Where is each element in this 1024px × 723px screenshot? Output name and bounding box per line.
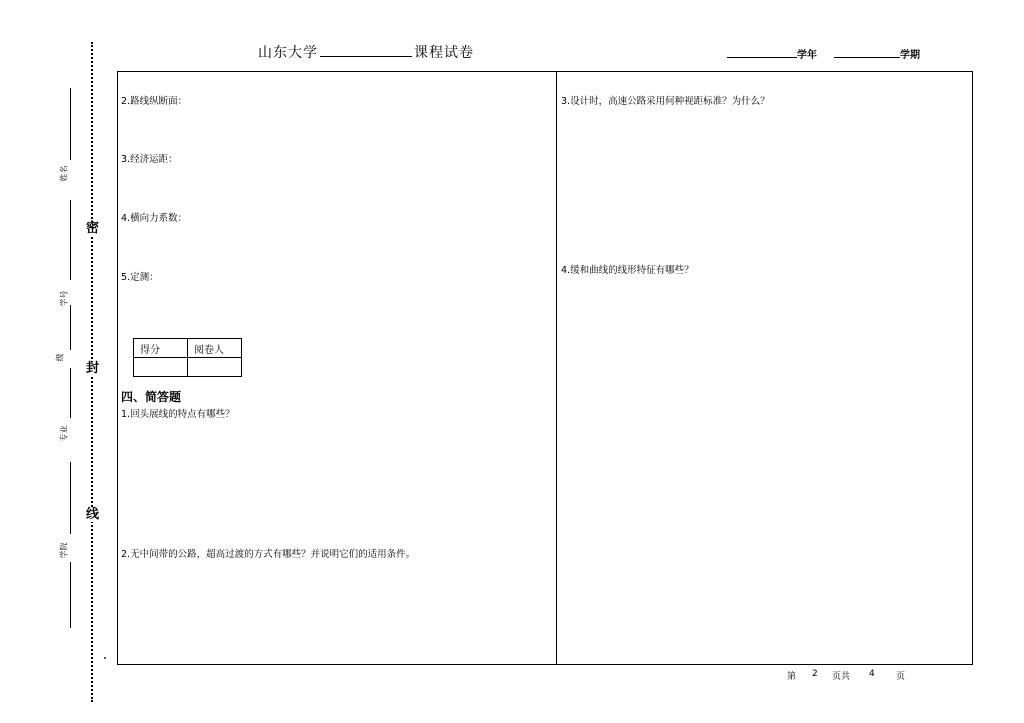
grader-cell[interactable] — [188, 358, 242, 377]
score-table — [133, 338, 242, 377]
score-header: 得分 — [134, 339, 188, 358]
term-label: 学期 — [900, 50, 920, 61]
name-field-label: 姓名 — [59, 165, 69, 182]
year-label: 学年 — [797, 50, 817, 61]
college-field-line — [70, 462, 71, 534]
year-blank — [727, 47, 797, 58]
grade-field-line — [70, 305, 71, 350]
page-suffix: 页 — [896, 672, 906, 682]
question-left-5: 5.定测： — [121, 272, 159, 283]
margin-dot — [104, 657, 106, 659]
grade-field-label: 级 — [55, 353, 65, 362]
semester — [834, 46, 920, 61]
exam-header-title — [258, 42, 474, 62]
question-left-4: 4.横向力系数： — [121, 213, 188, 224]
major-field-line — [70, 368, 71, 418]
question-right-3: 3.设计时，高速公路采用何种视距标准？为什么？ — [561, 96, 770, 107]
question-left-2: 2.路线纵断面： — [121, 96, 188, 107]
seal-char-xian: 线 — [86, 507, 100, 522]
section-title: 四、简答题 — [121, 390, 182, 404]
name-field-line — [70, 88, 71, 160]
college-field-label: 学院 — [59, 542, 69, 559]
seal-char-mi: 密 — [86, 221, 100, 236]
university-name: 山东大学 — [258, 45, 318, 61]
term-blank — [834, 47, 900, 58]
course-exam-label: 课程试卷 — [414, 45, 474, 61]
student-id-field-line — [70, 200, 71, 280]
question-right-4: 4.缓和曲线的线形特征有哪些？ — [561, 265, 694, 276]
question-left-3: 3.经济运距： — [121, 154, 178, 165]
course-name-blank — [320, 44, 412, 57]
score-cell[interactable] — [134, 358, 188, 377]
major-field-label: 专业 — [59, 425, 69, 442]
exam-frame — [117, 71, 973, 665]
page-number: 2 — [812, 669, 818, 679]
short-answer-2: 2.无中间带的公路，超高过渡的方式有哪些？并说明它们的适用条件。 — [121, 549, 416, 560]
seal-char-feng: 封 — [86, 361, 100, 376]
grader-header: 阅卷人 — [188, 339, 242, 358]
short-answer-1: 1.回头展线的特点有哪些？ — [121, 409, 235, 420]
page-prefix: 第 — [787, 672, 797, 682]
total-pages: 4 — [869, 669, 875, 679]
page-middle: 页共 — [832, 672, 851, 682]
academic-year — [727, 46, 817, 61]
student-id-field-label: 学号 — [59, 290, 69, 307]
column-divider — [556, 71, 557, 665]
college-field-line-lower — [70, 562, 71, 628]
